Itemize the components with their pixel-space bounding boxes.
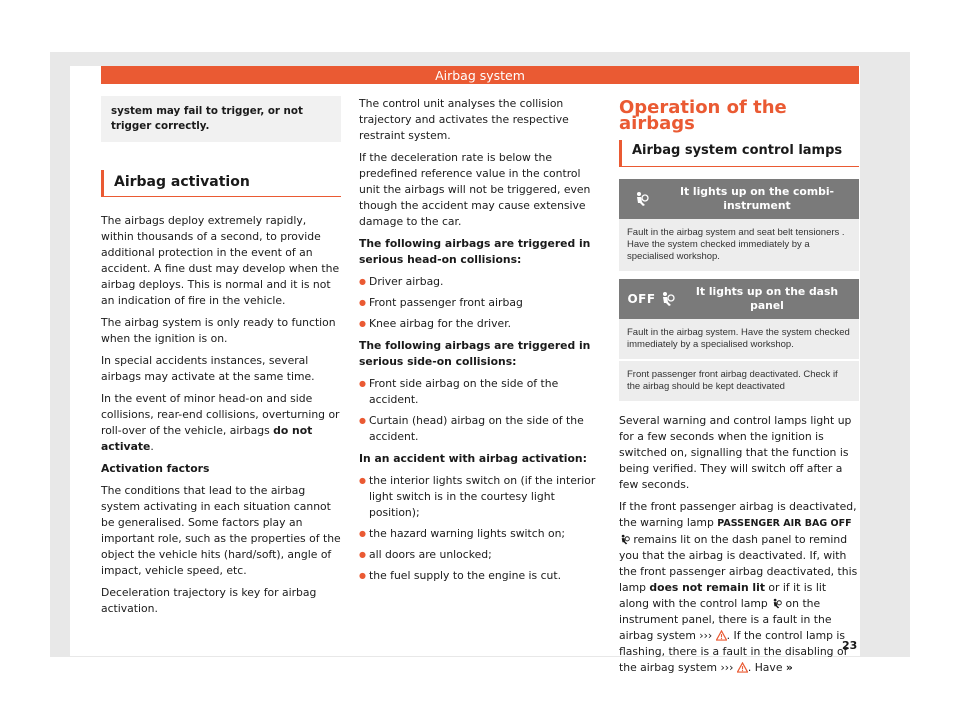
- list-item: ● the interior lights switch on (if the interior light switch is in the courtesy light position);: [359, 473, 602, 521]
- lamp1-heading: It lights up on the combi-instrument: [679, 185, 835, 212]
- list-item: ● Knee airbag for the driver.: [359, 316, 602, 332]
- emphasis: do not activate: [101, 424, 313, 453]
- airbag-icon: [619, 534, 630, 545]
- warning-triangle-icon: [737, 662, 748, 673]
- warning-triangle-icon: [716, 630, 727, 641]
- chapter-title: Airbag system: [435, 67, 525, 83]
- airbag-icon: [771, 598, 782, 609]
- lamp1-body: Fault in the airbag system and seat belt tensioners . Have the system checked immediately by a specialised workshop.: [619, 219, 859, 271]
- reference-arrows: ›››: [699, 629, 713, 642]
- side-title: The following airbags are triggered in serious side-on collisions:: [359, 339, 591, 368]
- list-item: ● all doors are unlocked;: [359, 547, 602, 563]
- warning-note: system may fail to trigger, or not trigger correctly.: [101, 96, 341, 142]
- paragraph: The airbag system is only ready to function when the ignition is on.: [101, 316, 336, 345]
- paragraph: The control unit analyses the collision trajectory and activates the respective restraint system.: [359, 97, 569, 142]
- paragraph: The conditions that lead to the airbag system activating in each situation cannot be generalised. Some factors play an important role, such as the properties of the object the vehicle hits (hard/soft), angle of impact, vehicle speed, etc.: [101, 484, 341, 577]
- paragraph: If the front passenger airbag is deactivated, the warning lamp PASSENGER AIR BAG OFF remains lit on the dash panel to remind you that the airbag is deactivated. If, with the front passenger airbag deactivated, this lamp does not remain lit or if it is lit along with the control lamp on the instrument panel, there is a fault in the airbag system ››› . If the control lamp is flashing, there is a fault in the disabling of the airbag system ››› . Have »: [619, 500, 858, 674]
- reference-arrows: ›››: [720, 661, 734, 674]
- list-item: ● Driver airbag.: [359, 274, 602, 290]
- section-title-airbag-activation: Airbag activation: [101, 170, 341, 197]
- paragraph: If the deceleration rate is below the predefined reference value in the control unit the airbags will not be triggered, even though the accident may cause extensive damage to the car.: [359, 151, 591, 228]
- lamp1-header: [619, 179, 859, 219]
- activation-factors-title: Activation factors: [101, 462, 210, 475]
- lamp-label: PASSENGER AIR BAG OFF: [717, 518, 852, 529]
- headon-title: The following airbags are triggered in serious head-on collisions:: [359, 237, 591, 266]
- side-list: [359, 376, 602, 445]
- paragraph: Deceleration trajectory is key for airbag activation.: [101, 586, 317, 615]
- paragraph: In special accidents instances, several airbags may activate at the same time.: [101, 354, 315, 383]
- operation-title: Operation of the airbags: [619, 97, 787, 134]
- lamp2-header: [619, 279, 859, 319]
- lamp2-heading: It lights up on the dash panel: [695, 285, 839, 312]
- list-item: ● Front passenger front airbag: [359, 295, 602, 311]
- list-item: ● the fuel supply to the engine is cut.: [359, 568, 602, 584]
- list-item: ● Curtain (head) airbag on the side of the accident.: [359, 413, 602, 445]
- left-column: [101, 96, 341, 623]
- right-column: [619, 97, 859, 682]
- list-item: ● the hazard warning lights switch on;: [359, 526, 602, 542]
- middle-column: [359, 96, 602, 590]
- continued-mark: »: [785, 661, 793, 674]
- page-number: 23: [842, 639, 858, 652]
- paragraph: Several warning and control lamps light up for a few seconds when the ignition is switched on, signalling that the function is being verified. They will switch off after a few seconds.: [619, 414, 852, 491]
- headon-list: [359, 274, 602, 332]
- accident-list: [359, 473, 602, 584]
- airbag-icon: [619, 191, 663, 207]
- list-item: ● Front side airbag on the side of the accident.: [359, 376, 602, 408]
- control-lamps-subtitle: Airbag system control lamps: [619, 140, 859, 167]
- chapter-header: [101, 66, 859, 84]
- lamp2-body-fault: Fault in the airbag system. Have the system checked immediately by a specialised workshop.: [619, 319, 859, 359]
- paragraph: In the event of minor head-on and side collisions, rear-end collisions, overturning or roll-over of the vehicle, airbags do not activate.: [101, 392, 340, 453]
- lamp2-body-deactivated: Front passenger front airbag deactivated. Check if the airbag should be kept deactivated: [619, 361, 859, 401]
- accident-title: In an accident with airbag activation:: [359, 452, 587, 465]
- paragraph: The airbags deploy extremely rapidly, within thousands of a second, to provide additional protection in the event of an accident. A fine dust may develop when the airbag deploys. This is normal and it is not an indication of fire in the vehicle.: [101, 214, 340, 307]
- passenger-airbag-off-icon: OFF: [619, 291, 683, 307]
